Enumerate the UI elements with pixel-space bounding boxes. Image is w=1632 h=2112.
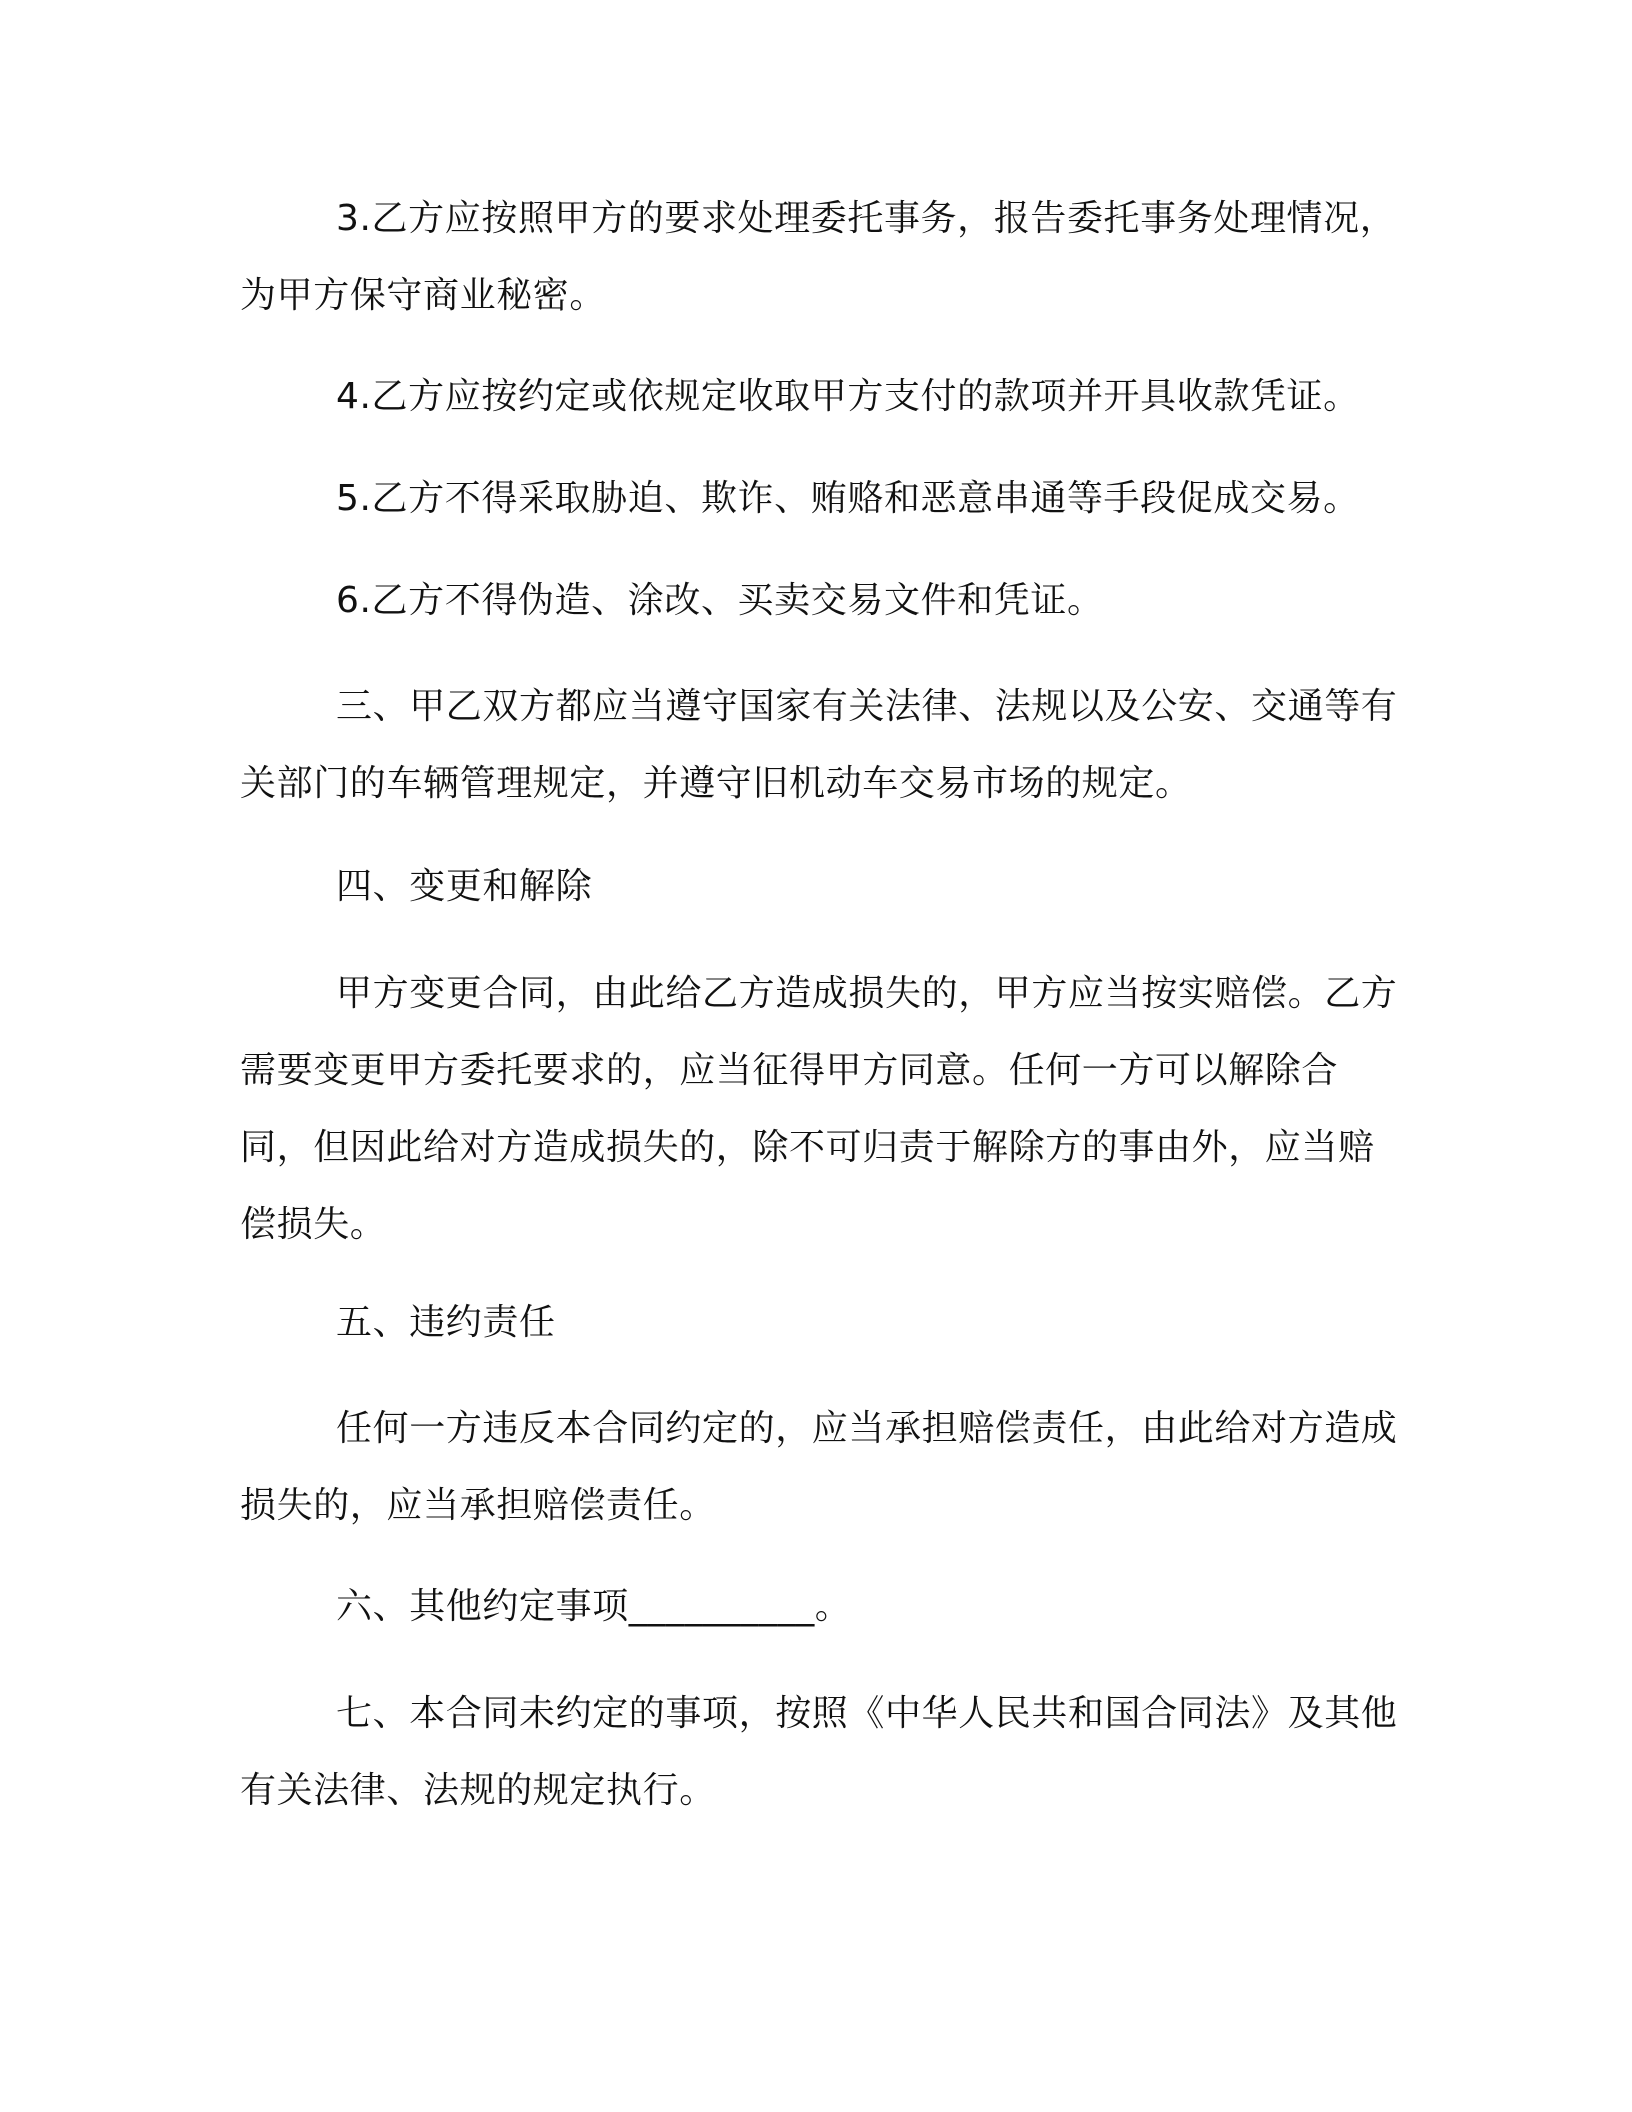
section-6-paragraph: 六、其他约定事项__________。 bbox=[336, 1586, 852, 1627]
section-7-paragraph: 七、本合同未约定的事项，按照《中华人民共和国合同法》及其他有关法律、法规的规定执行。 bbox=[240, 1693, 1398, 1811]
clause-3-paragraph: 3.乙方应按照甲方的要求处理委托事务，报告委托事务处理情况，为甲方保守商业秘密。 bbox=[240, 198, 1397, 316]
clause-4-paragraph: 4.乙方应按约定或依规定收取甲方支付的款项并开具收款凭证。 bbox=[336, 376, 1360, 417]
section-5-heading: 五、违约责任 bbox=[336, 1302, 556, 1343]
section-3-paragraph: 三、甲乙双方都应当遵守国家有关法律、法规以及公安、交通等有关部门的车辆管理规定，并遵守旧机动车交易市场的规定。 bbox=[240, 686, 1398, 804]
section-4-body: 甲方变更合同，由此给乙方造成损失的，甲方应当按实赔偿。乙方需要变更甲方委托要求的，应当征得甲方同意。任何一方可以解除合同，但因此给对方造成损失的，除不可归责于解除方的事由外，应当赔偿损失。 bbox=[240, 973, 1398, 1245]
clause-5-paragraph: 5.乙方不得采取胁迫、欺诈、贿赂和恶意串通等手段促成交易。 bbox=[336, 478, 1360, 519]
section-5-body: 任何一方违反本合同约定的，应当承担赔偿责任，由此给对方造成损失的，应当承担赔偿责任。 bbox=[240, 1408, 1398, 1526]
clause-6-paragraph: 6.乙方不得伪造、涂改、买卖交易文件和凭证。 bbox=[336, 580, 1104, 621]
section-4-heading: 四、变更和解除 bbox=[336, 866, 593, 907]
